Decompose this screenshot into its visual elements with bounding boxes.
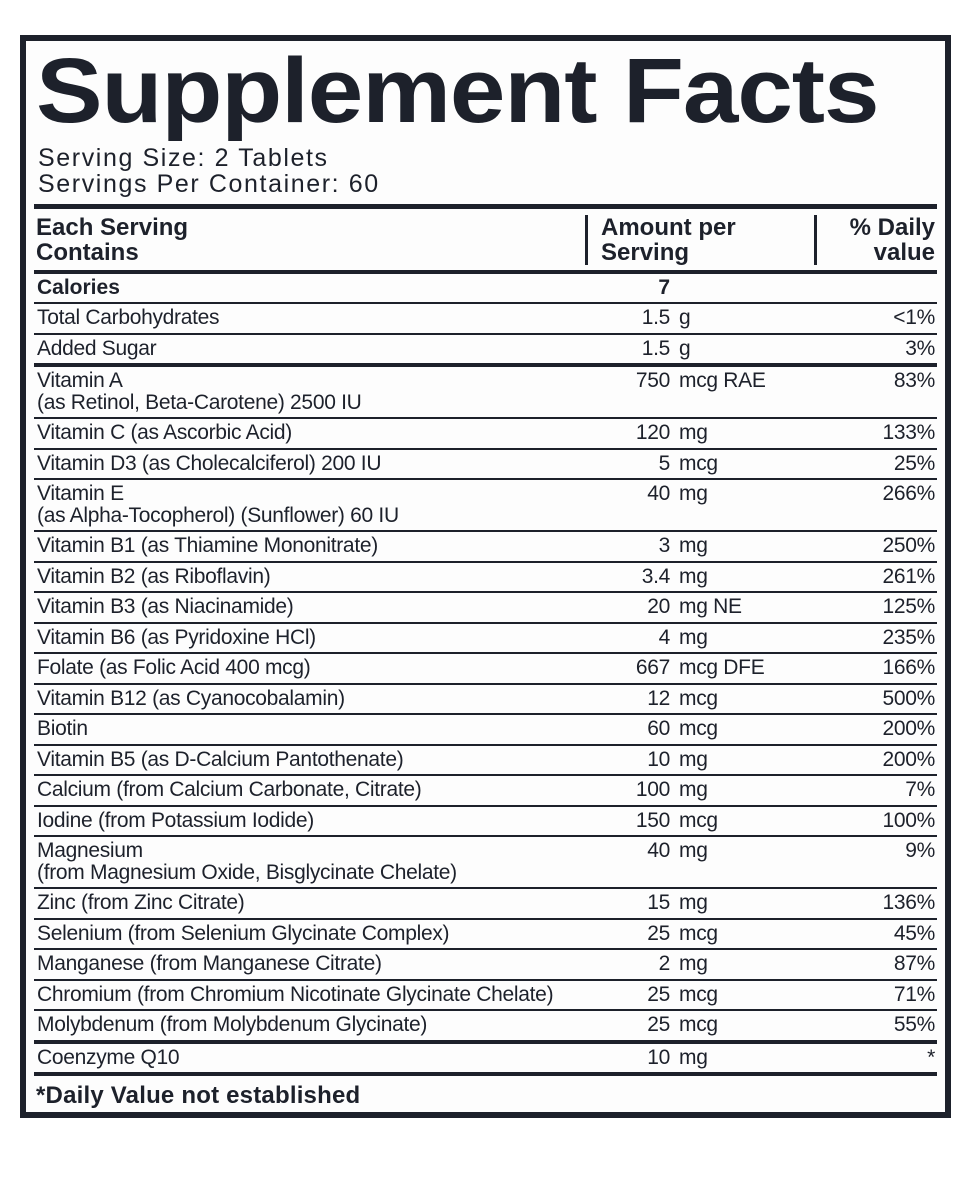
daily-value-percent: 3% xyxy=(905,336,935,360)
header-daily-line1: % Daily xyxy=(849,213,935,241)
nutrient-name-cell xyxy=(34,779,560,801)
daily-value-percent: 200% xyxy=(882,717,935,741)
header-percent-daily-value xyxy=(817,215,937,265)
header-daily-line2: value xyxy=(873,238,935,266)
nutrient-name-cell xyxy=(34,535,560,557)
daily-value-percent: 500% xyxy=(882,686,935,710)
nutrient-name: Molybdenum (from Molybdenum Glycinate) xyxy=(37,1013,428,1037)
amount-unit: mcg xyxy=(679,921,718,945)
nutrient-name: Iodine (from Potassium Iodide) xyxy=(37,808,314,832)
border-print-artifact xyxy=(20,35,26,121)
daily-value-percent: 71% xyxy=(893,982,935,1006)
nutrient-name-cell xyxy=(34,892,560,914)
nutrient-name: Folate (as Folic Acid 400 mcg) xyxy=(37,656,311,680)
amount-value: 20 xyxy=(647,595,670,619)
amount-unit: mg xyxy=(679,1045,708,1069)
nutrient-name-cell xyxy=(34,338,560,360)
supplement-facts-label xyxy=(20,35,951,1118)
amount-unit: g xyxy=(679,336,691,360)
daily-value-percent: 133% xyxy=(882,421,935,445)
amount-value: 10 xyxy=(647,747,670,771)
nutrient-name-cell xyxy=(34,810,560,832)
nutrient-name: Vitamin B5 (as D-Calcium Pantothenate) xyxy=(37,747,404,771)
amount-value: 12 xyxy=(647,686,670,710)
amount-unit: mg xyxy=(679,952,708,976)
nutrient-source: (as Retinol, Beta-Carotene) 2500 IU xyxy=(37,390,362,414)
nutrient-source: (as Alpha-Tocopherol) (Sunflower) 60 IU xyxy=(37,503,399,527)
nutrient-name: Added Sugar xyxy=(37,336,157,360)
table-row xyxy=(34,776,937,807)
nutrient-name: Coenzyme Q10 xyxy=(37,1045,180,1069)
nutrient-name: Chromium (from Chromium Nicotinate Glycinate Chelate) xyxy=(37,982,554,1006)
amount-unit: g xyxy=(679,306,691,330)
daily-value-percent: 100% xyxy=(882,808,935,832)
nutrient-name-cell xyxy=(34,566,560,588)
nutrient-source: (from Magnesium Oxide, Bisglycinate Chelate) xyxy=(37,860,457,884)
amount-value: 120 xyxy=(635,421,670,445)
table-row xyxy=(34,981,937,1012)
amount-value: 15 xyxy=(647,891,670,915)
nutrient-name: Magnesium xyxy=(37,839,143,863)
amount-unit: mcg DFE xyxy=(679,656,765,680)
nutrient-name: Vitamin B6 (as Pyridoxine HCl) xyxy=(37,625,316,649)
daily-value-percent: 125% xyxy=(882,595,935,619)
daily-value-percent: 7% xyxy=(905,778,935,802)
daily-value-percent xyxy=(826,277,937,299)
nutrient-name-cell xyxy=(34,453,560,475)
nutrient-name-cell xyxy=(34,307,560,329)
nutrient-name-cell xyxy=(34,923,560,945)
nutrient-name: Manganese (from Manganese Citrate) xyxy=(37,952,382,976)
header-amount-per-serving xyxy=(588,215,814,265)
header-each-serving-line1: Each Serving xyxy=(36,213,189,241)
table-row xyxy=(34,837,937,889)
amount-value: 150 xyxy=(635,808,670,832)
amount-unit: mcg RAE xyxy=(679,369,766,393)
amount-unit: mg xyxy=(679,839,708,863)
table-row xyxy=(34,593,937,624)
daily-value-percent: <1% xyxy=(893,306,935,330)
daily-value-percent: 45% xyxy=(893,921,935,945)
amount-unit: mg xyxy=(679,778,708,802)
daily-value-percent: 266% xyxy=(882,482,935,506)
amount-value: 25 xyxy=(647,1013,670,1037)
daily-value-percent: 200% xyxy=(882,747,935,771)
table-row xyxy=(34,654,937,685)
table-row xyxy=(34,563,937,594)
amount-unit: mcg xyxy=(679,1013,718,1037)
nutrient-name-cell xyxy=(34,422,560,444)
amount-value: 3 xyxy=(658,534,670,558)
table-row xyxy=(34,335,937,368)
amount-unit: mg xyxy=(679,891,708,915)
amount-unit: mg xyxy=(679,421,708,445)
nutrient-name-cell xyxy=(34,984,560,1006)
amount-value: 60 xyxy=(647,717,670,741)
nutrient-name: Biotin xyxy=(37,717,88,741)
nutrient-name-cell xyxy=(34,1047,560,1069)
header-each-serving-line2: Contains xyxy=(36,238,139,266)
amount-unit: mcg xyxy=(679,808,718,832)
amount-value: 10 xyxy=(647,1045,670,1069)
daily-value-footnote: *Daily Value not established xyxy=(36,1082,361,1110)
daily-value-percent: 83% xyxy=(893,369,935,393)
nutrient-name: Vitamin A xyxy=(37,369,123,393)
amount-unit: mg NE xyxy=(679,595,742,619)
amount-unit: mg xyxy=(679,482,708,506)
nutrient-name-cell xyxy=(34,596,560,618)
nutrient-name-cell xyxy=(34,953,560,975)
header-amount-line1: Amount per xyxy=(601,213,736,241)
nutrient-name-cell xyxy=(34,718,560,740)
nutrient-name: Vitamin E xyxy=(37,482,124,506)
table-row xyxy=(34,715,937,746)
daily-value-percent: 55% xyxy=(893,1013,935,1037)
serving-size-text: Serving Size: 2 Tablets xyxy=(38,143,329,172)
amount-value: 40 xyxy=(647,839,670,863)
amount-unit: mg xyxy=(679,534,708,558)
nutrient-name: Vitamin D3 (as Cholecalciferol) 200 IU xyxy=(37,451,382,475)
label-title: Supplement Facts xyxy=(36,40,879,142)
amount-value: 3.4 xyxy=(641,564,670,588)
table-row xyxy=(34,1011,937,1044)
amount-value: 5 xyxy=(658,451,670,475)
nutrient-name: Vitamin C (as Ascorbic Acid) xyxy=(37,421,292,445)
daily-value-percent: 87% xyxy=(893,952,935,976)
amount-unit xyxy=(670,277,826,299)
nutrient-name-cell xyxy=(34,627,560,649)
table-row xyxy=(34,746,937,777)
amount-unit: mcg xyxy=(679,451,718,475)
table-row xyxy=(34,1044,937,1077)
daily-value-percent: 25% xyxy=(893,451,935,475)
nutrient-name-cell xyxy=(34,1014,560,1036)
table-row xyxy=(34,450,937,481)
nutrient-name-cell xyxy=(34,370,560,413)
amount-value: 667 xyxy=(635,656,670,680)
header-amount-line2: Serving xyxy=(601,238,690,266)
nutrient-name: Total Carbohydrates xyxy=(37,306,220,330)
nutrient-name: Vitamin B2 (as Riboflavin) xyxy=(37,564,271,588)
nutrient-name-cell xyxy=(34,840,560,883)
table-row xyxy=(34,685,937,716)
amount-unit: mg xyxy=(679,564,708,588)
table-row xyxy=(34,950,937,981)
header-each-serving-contains xyxy=(34,215,585,265)
amount-unit: mcg xyxy=(679,686,718,710)
daily-value-percent: 136% xyxy=(882,891,935,915)
nutrient-name: Vitamin B3 (as Niacinamide) xyxy=(37,595,294,619)
daily-value-percent: 250% xyxy=(882,534,935,558)
nutrient-name: Calcium (from Calcium Carbonate, Citrate) xyxy=(37,778,422,802)
table-row xyxy=(34,480,937,532)
amount-value: 2 xyxy=(658,952,670,976)
nutrient-table xyxy=(34,274,937,1077)
table-row xyxy=(34,304,937,335)
amount-value: 7 xyxy=(658,275,670,299)
nutrient-name: Vitamin B12 (as Cyanocobalamin) xyxy=(37,686,345,710)
amount-value: 25 xyxy=(647,921,670,945)
table-row xyxy=(34,624,937,655)
table-row xyxy=(34,419,937,450)
nutrient-name: Calories xyxy=(37,275,120,299)
table-header xyxy=(34,209,937,270)
nutrient-name-cell xyxy=(34,749,560,771)
daily-value-percent: * xyxy=(927,1045,935,1069)
amount-unit: mg xyxy=(679,747,708,771)
daily-value-percent: 261% xyxy=(882,564,935,588)
amount-unit: mcg xyxy=(679,982,718,1006)
nutrient-name: Vitamin B1 (as Thiamine Mononitrate) xyxy=(37,534,378,558)
amount-value: 40 xyxy=(647,482,670,506)
amount-value: 100 xyxy=(635,778,670,802)
nutrient-name: Zinc (from Zinc Citrate) xyxy=(37,891,245,915)
table-row xyxy=(34,920,937,951)
daily-value-percent: 166% xyxy=(882,656,935,680)
amount-value: 1.5 xyxy=(641,336,670,360)
amount-value: 750 xyxy=(635,369,670,393)
nutrient-name-cell xyxy=(34,483,560,526)
table-row xyxy=(34,274,937,305)
amount-value: 1.5 xyxy=(641,306,670,330)
servings-per-container-text: Servings Per Container: 60 xyxy=(38,169,380,198)
nutrient-name-cell xyxy=(34,277,560,299)
table-row xyxy=(34,889,937,920)
table-row xyxy=(34,367,937,419)
table-row xyxy=(34,807,937,838)
amount-value: 25 xyxy=(647,982,670,1006)
nutrient-name: Selenium (from Selenium Glycinate Complex) xyxy=(37,921,450,945)
table-row xyxy=(34,532,937,563)
nutrient-name-cell xyxy=(34,688,560,710)
amount-unit: mcg xyxy=(679,717,718,741)
daily-value-percent: 9% xyxy=(905,839,935,863)
amount-value: 4 xyxy=(658,625,670,649)
daily-value-percent: 235% xyxy=(882,625,935,649)
amount-unit: mg xyxy=(679,625,708,649)
nutrient-name-cell xyxy=(34,657,560,679)
